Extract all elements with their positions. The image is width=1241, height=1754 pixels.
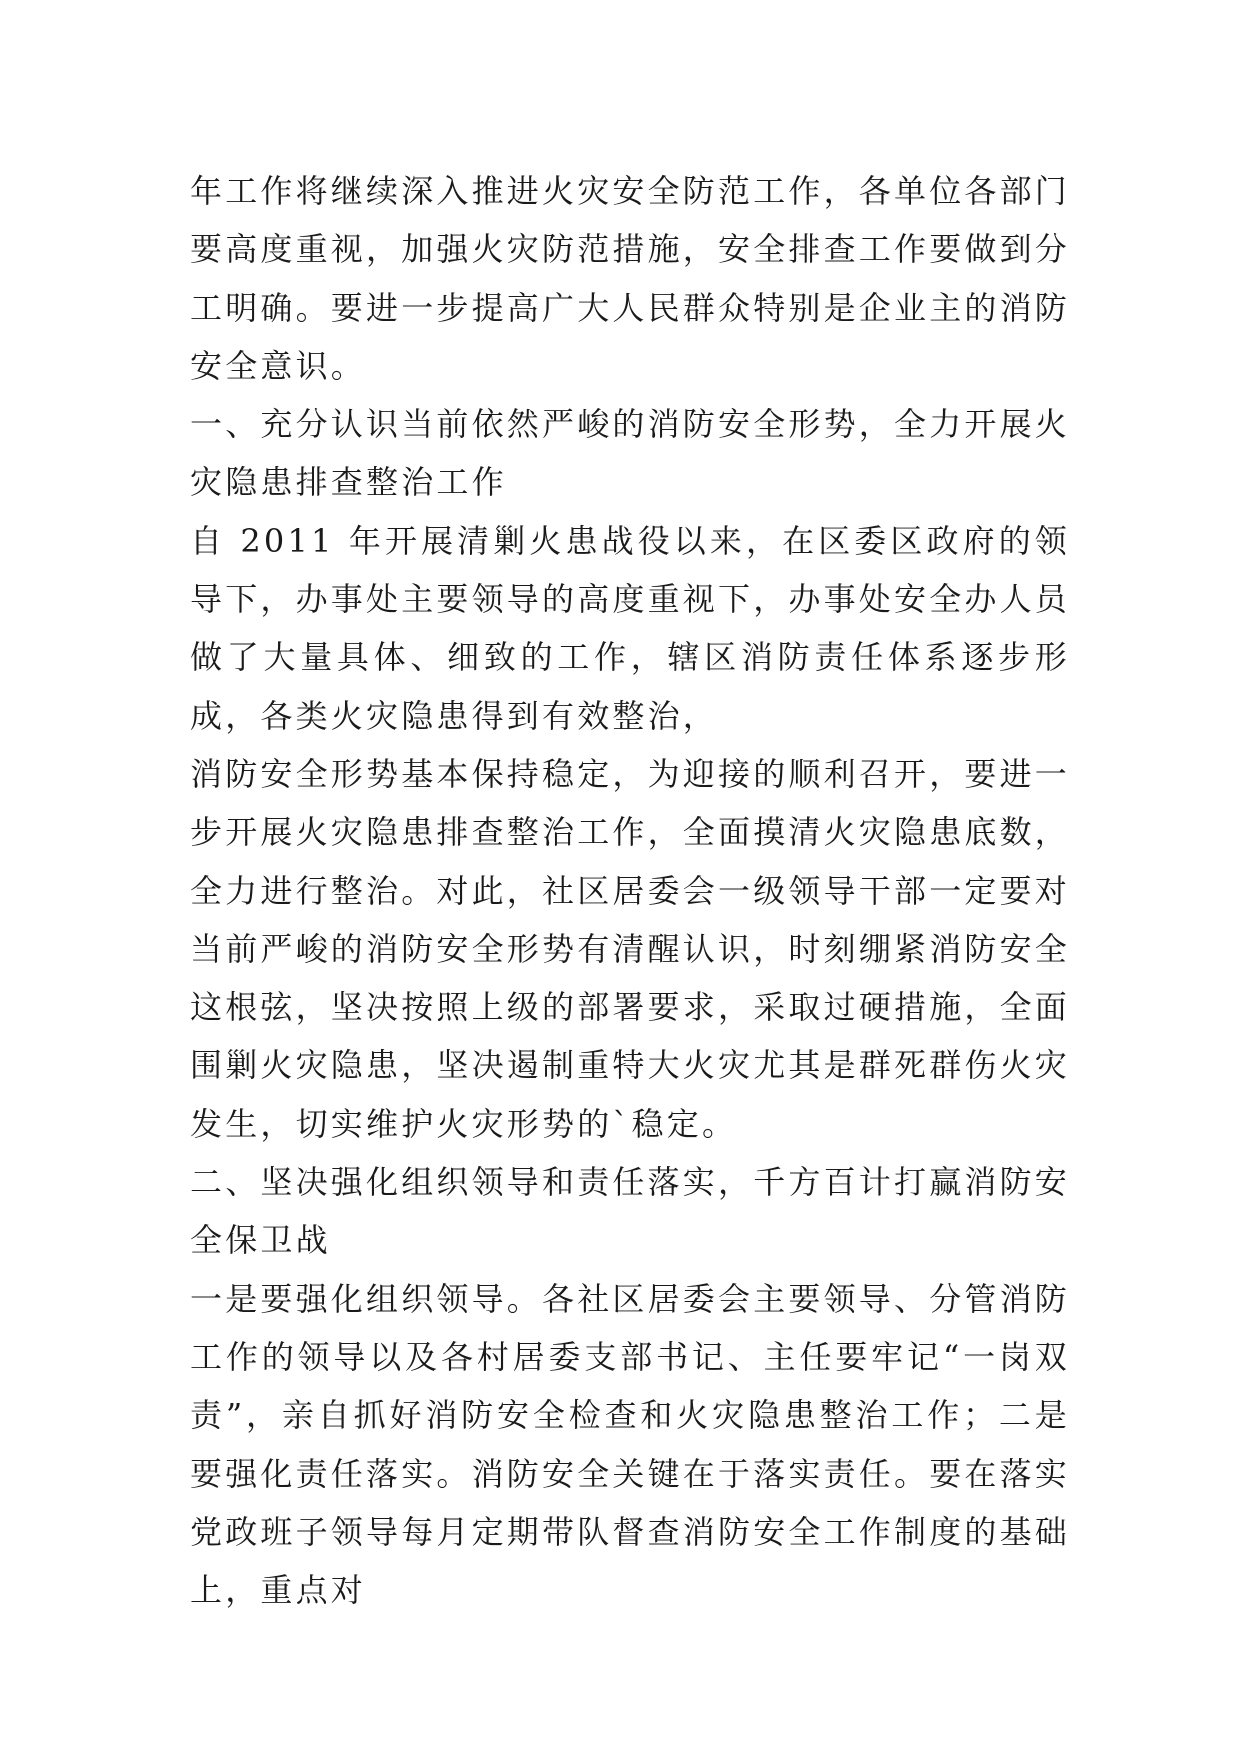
paragraph-since-2011: 自 2011 年开展清剿火患战役以来，在区委区政府的领导下，办事处主要领导的高度重视下，办事处安全办人员做了大量具体、细致的工作，辖区消防责任体系逐步形成，各类火灾隐患得到有效整治， xyxy=(190,521,1071,735)
paragraph-safety-situation: 消防安全形势基本保持稳定，为迎接的顺利召开，要进一步开展火灾隐患排查整治工作，全面摸清火灾隐患底数，全力进行整治。对此，社区居委会一级领导干部一定要对当前严峻的消防安全形势有清醒认识，时刻绷紧消防安全这根弦，坚决按照上级的部署要求，采取过硬措施，全面围剿火灾隐患，坚决遏制重特大火灾尤其是群死群伤火灾发生，切实维护火灾形势的`稳定。 xyxy=(190,754,1071,1143)
section-heading-2: 二、坚决强化组织领导和责任落实，千方百计打赢消防安全保卫战 xyxy=(190,1163,1071,1260)
document-body xyxy=(190,162,1070,1619)
paragraph-intro: 年工作将继续深入推进火灾安全防范工作，各单位各部门要高度重视，加强火灾防范措施，安全排查工作要做到分工明确。要进一步提高广大人民群众特别是企业主的消防安全意识。 xyxy=(190,172,1071,385)
paragraph-organization: 一是要强化组织领导。各社区居委会主要领导、分管消防工作的领导以及各村居委支部书记、主任要牢记“一岗双责”，亲自抓好消防安全检查和火灾隐患整治工作；二是要强化责任落实。消防安全关键在于落实责任。要在落实党政班子领导每月定期带队督查消防安全工作制度的基础上，重点对 xyxy=(190,1279,1071,1610)
section-heading-1: 一、充分认识当前依然严峻的消防安全形势，全力开展火灾隐患排查整治工作 xyxy=(190,405,1071,502)
